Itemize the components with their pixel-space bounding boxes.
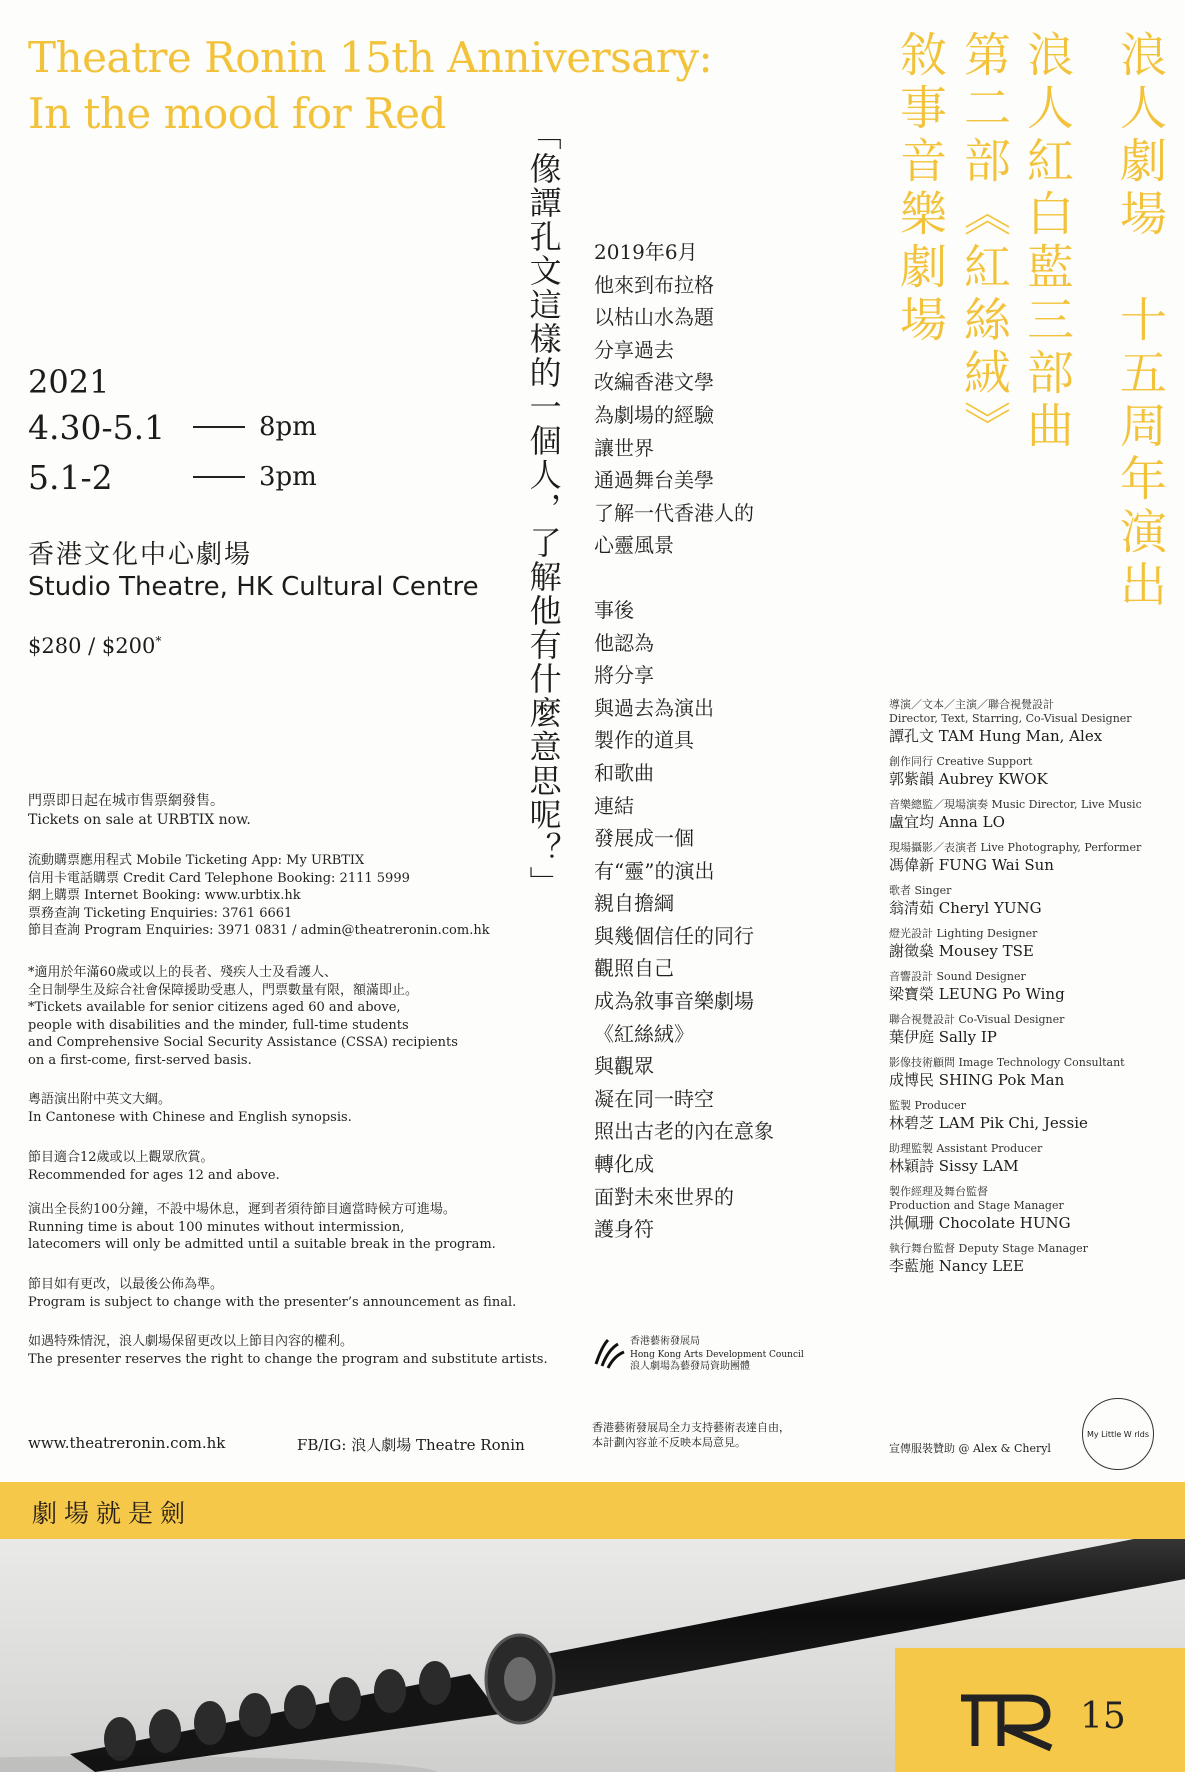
credit-name: 譚孔文 TAM Hung Man, Alex xyxy=(889,727,1103,745)
costume-sponsor: 宣傳服裝贊助 @ Alex & Cheryl xyxy=(889,1442,1051,1455)
tickets-notice-en: Tickets on sale at URBTIX now. xyxy=(28,812,251,828)
schedule xyxy=(28,362,317,502)
schedule-date: 4.30-5.1 xyxy=(28,407,166,447)
credit-entry xyxy=(889,1099,1179,1133)
credit-name: 謝徵燊 Mousey TSE xyxy=(889,942,1034,960)
booking-line: 信用卡電話購票 Credit Card Telephone Booking: 2111 5999 xyxy=(28,870,410,886)
ticket-price xyxy=(28,634,161,658)
adc-note: 浪人劇場為藝發局資助團體 xyxy=(630,1361,750,1372)
concession-line: on a first-come, first-served basis. xyxy=(28,1052,252,1068)
poem-line: 面對未來世界的 xyxy=(594,1184,734,1209)
poem-line: 與幾個信任的同行 xyxy=(594,923,754,948)
website-link[interactable]: www.theatreronin.com.hk xyxy=(28,1434,226,1452)
credit-role: 導演／文本／主演／聯合視覺設計 xyxy=(889,698,1054,711)
rights-line: 如遇特殊情況，浪人劇場保留更改以上節目內容的權利。 xyxy=(28,1334,354,1349)
vertical-title-col-1: 浪人劇場 十五周年演出 xyxy=(1112,30,1167,613)
credit-name: 洪佩珊 Chocolate HUNG xyxy=(889,1214,1071,1232)
poem-line: 轉化成 xyxy=(594,1152,654,1177)
credit-role: 聯合視覺設計 Co-Visual Designer xyxy=(889,1013,1065,1026)
poem-line: 與觀眾 xyxy=(594,1054,654,1079)
credit-name: 馮偉新 FUNG Wai Sun xyxy=(889,856,1054,874)
booking-line: 節目查詢 Program Enquiries: 3971 0831 / admin@theatreronin.com.hk xyxy=(28,923,490,938)
poem-line: 成為敘事音樂劇場 xyxy=(594,989,754,1014)
credit-entry xyxy=(889,1142,1179,1176)
credit-entry xyxy=(889,755,1179,789)
credit-role-en: Director, Text, Starring, Co-Visual Designer xyxy=(889,712,1132,725)
poem-line: 與過去為演出 xyxy=(594,695,714,720)
poem-line: 為劇場的經驗 xyxy=(594,402,714,427)
vertical-title-col-2: 浪人紅白藍三部曲 xyxy=(1019,30,1074,454)
adc-statement-line-1: 香港藝術發展局全力支持藝術表達自由， xyxy=(592,1421,790,1434)
credit-role: 影像技術顧問 Image Technology Consultant xyxy=(889,1056,1125,1069)
running-info xyxy=(28,1201,496,1254)
credit-name: 盧宜均 Anna LO xyxy=(889,813,1005,831)
concession-line: *適用於年滿60歲或以上的長者、殘疾人士及看護人、 xyxy=(28,965,338,980)
tickets-notice-zh: 門票即日起在城市售票網發售。 xyxy=(28,793,224,809)
adc-statement-line-2: 本計劃內容並不反映本局意見。 xyxy=(592,1436,746,1449)
poem-line: 了解一代香港人的 xyxy=(594,500,754,525)
price-text: $280 / $200 xyxy=(28,634,156,658)
adc-logo xyxy=(592,1336,804,1374)
change-line: Program is subject to change with the presenter’s announcement as final. xyxy=(28,1294,517,1310)
credit-name: 郭紫韻 Aubrey KWOK xyxy=(889,770,1048,788)
adc-name-en: Hong Kong Arts Development Council xyxy=(630,1349,804,1360)
running-line: 演出全長約100分鐘，不設中場休息，遲到者須待節目適當時候方可進場。 xyxy=(28,1202,456,1217)
vertical-title-col-3: 第二部《紅絲絨》 xyxy=(956,30,1011,454)
credit-role: 監製 Producer xyxy=(889,1099,966,1112)
credit-role-en: Production and Stage Manager xyxy=(889,1199,1064,1212)
poem-line: 讓世界 xyxy=(594,435,654,460)
credit-role: 音響設計 Sound Designer xyxy=(889,970,1026,983)
poem-line: 護身符 xyxy=(594,1217,654,1242)
poem-line: 發展成一個 xyxy=(594,826,694,851)
credit-entry xyxy=(889,1242,1179,1276)
credit-entry xyxy=(889,1013,1179,1047)
credit-role: 現場攝影／表演者 Live Photography, Performer xyxy=(889,841,1142,854)
credit-entry xyxy=(889,884,1179,918)
credit-name: 李藍施 Nancy LEE xyxy=(889,1257,1025,1275)
change-info xyxy=(28,1276,516,1311)
credit-name: 翁清茹 Cheryl YUNG xyxy=(889,899,1042,917)
poem-line: 製作的道具 xyxy=(594,728,694,753)
price-footnote-mark: * xyxy=(155,634,162,648)
credit-role: 音樂總監／現場演奏 Music Director, Live Music xyxy=(889,798,1142,811)
booking-line: 票務查詢 Ticketing Enquiries: 3761 6661 xyxy=(28,905,293,921)
booking-info xyxy=(28,852,490,940)
age-line: Recommended for ages 12 and above. xyxy=(28,1167,280,1183)
poem-line: 2019年6月 xyxy=(594,240,698,264)
poem-line: 和歌曲 xyxy=(594,760,654,785)
poem-line: 觀照自己 xyxy=(594,956,674,981)
anniversary-number: 15 xyxy=(1080,1696,1126,1737)
poem-line: 事後 xyxy=(594,597,634,622)
title-line-1: Theatre Ronin 15th Anniversary: xyxy=(28,33,713,82)
credit-role: 製作經理及舞台監督 xyxy=(889,1185,988,1198)
schedule-row xyxy=(28,402,317,452)
schedule-dash xyxy=(193,476,245,478)
schedule-year: 2021 xyxy=(28,363,110,401)
credit-entry xyxy=(889,1056,1179,1090)
running-line: Running time is about 100 minutes without intermission, xyxy=(28,1219,405,1235)
age-info xyxy=(28,1149,280,1184)
credit-entry xyxy=(889,927,1179,961)
concession-info xyxy=(28,964,458,1069)
poem-line: 有“靈”的演出 xyxy=(594,858,715,883)
poem-line: 親自擔綱 xyxy=(594,891,674,916)
social-handle: FB/IG: 浪人劇場 Theatre Ronin xyxy=(297,1436,525,1454)
poem-stanza-1 xyxy=(594,236,774,562)
vertical-title-col-4: 敘事音樂劇場 xyxy=(892,30,947,348)
poem-line: 分享過去 xyxy=(594,337,674,362)
band-slogan: 劇場就是劍 xyxy=(32,1499,193,1528)
title-line-2: In the mood for Red xyxy=(28,89,446,138)
poem-line: 他認為 xyxy=(594,630,654,655)
concession-line: and Comprehensive Social Security Assistance (CSSA) recipients xyxy=(28,1035,458,1050)
credit-entry xyxy=(889,841,1179,875)
adc-logo-icon xyxy=(592,1336,626,1370)
rights-info xyxy=(28,1333,548,1368)
english-title xyxy=(28,30,712,142)
credit-entry xyxy=(889,798,1179,832)
schedule-time: 8pm xyxy=(259,412,317,442)
credit-name: 葉伊庭 Sally IP xyxy=(889,1028,997,1046)
credit-role: 燈光設計 Lighting Designer xyxy=(889,927,1038,940)
credit-name: 林穎詩 Sissy LAM xyxy=(889,1157,1019,1175)
credit-name: 林碧芝 LAM Pik Chi, Jessie xyxy=(889,1114,1088,1132)
credit-entry xyxy=(889,698,1179,746)
credits-list xyxy=(889,698,1179,1285)
language-line: In Cantonese with Chinese and English synopsis. xyxy=(28,1109,352,1125)
credit-name: 梁寶榮 LEUNG Po Wing xyxy=(889,985,1065,1003)
schedule-date: 5.1-2 xyxy=(28,457,113,497)
schedule-dash xyxy=(193,426,245,428)
schedule-time: 3pm xyxy=(259,462,317,492)
concession-line: *Tickets available for senior citizens aged 60 and above, xyxy=(28,1000,401,1015)
poem-line: 凝在同一時空 xyxy=(594,1086,714,1111)
age-line: 節目適合12歲或以上觀眾欣賞。 xyxy=(28,1150,214,1165)
pull-quote: 「像譚孔文這樣的一個人，了解他有什麼意思呢？」 xyxy=(524,118,563,900)
poem-stanza-2 xyxy=(594,594,774,1246)
credit-role: 歌者 Singer xyxy=(889,884,952,897)
credit-role: 助理監製 Assistant Producer xyxy=(889,1142,1043,1155)
venue-chinese: 香港文化中心劇場 xyxy=(28,540,253,570)
concession-line: people with disabilities and the minder, full-time students xyxy=(28,1017,409,1033)
poem-line: 通過舞台美學 xyxy=(594,468,714,493)
running-line: latecomers will only be admitted until a suitable break in the program. xyxy=(28,1237,496,1252)
credit-role: 執行舞台監督 Deputy Stage Manager xyxy=(889,1242,1088,1255)
poem-line: 連結 xyxy=(594,793,634,818)
language-line: 粵語演出附中英文大綱。 xyxy=(28,1092,172,1107)
theatre-ronin-logo-icon xyxy=(955,1690,1065,1752)
booking-line: 網上購票 Internet Booking: www.urbtix.hk xyxy=(28,888,301,903)
credit-name: 成博民 SHING Pok Man xyxy=(889,1071,1065,1089)
poem-line: 心靈風景 xyxy=(594,533,674,558)
poem-line: 他來到布拉格 xyxy=(594,272,714,297)
credit-role: 創作同行 Creative Support xyxy=(889,755,1033,768)
schedule-row xyxy=(28,452,317,502)
credit-entry xyxy=(889,970,1179,1004)
booking-line: 流動購票應用程式 Mobile Ticketing App: My URBTIX xyxy=(28,853,365,868)
credit-entry xyxy=(889,1185,1179,1233)
rights-line: The presenter reserves the right to change the program and substitute artists. xyxy=(28,1351,548,1367)
concession-line: 全日制學生及綜合社會保障援助受惠人，門票數量有限，額滿即止。 xyxy=(28,982,419,998)
poem-line: 以枯山水為題 xyxy=(594,305,714,330)
poem-line: 照出古老的內在意象 xyxy=(594,1119,774,1144)
adc-name-zh: 香港藝術發展局 xyxy=(630,1336,700,1347)
change-line: 節目如有更改，以最後公佈為準。 xyxy=(28,1277,224,1292)
adc-statement xyxy=(592,1420,790,1450)
adc-block xyxy=(592,1336,804,1374)
poem-line: 改編香港文學 xyxy=(594,370,714,395)
language-info xyxy=(28,1091,352,1126)
synopsis-poem xyxy=(594,236,774,1246)
poem-line: 將分享 xyxy=(594,663,654,688)
my-little-worlds-logo: My Little W rlds xyxy=(1082,1398,1154,1470)
tickets-notice xyxy=(28,792,251,830)
poem-line: 《紅絲絨》 xyxy=(594,1021,694,1046)
venue-english: Studio Theatre, HK Cultural Centre xyxy=(28,572,479,602)
